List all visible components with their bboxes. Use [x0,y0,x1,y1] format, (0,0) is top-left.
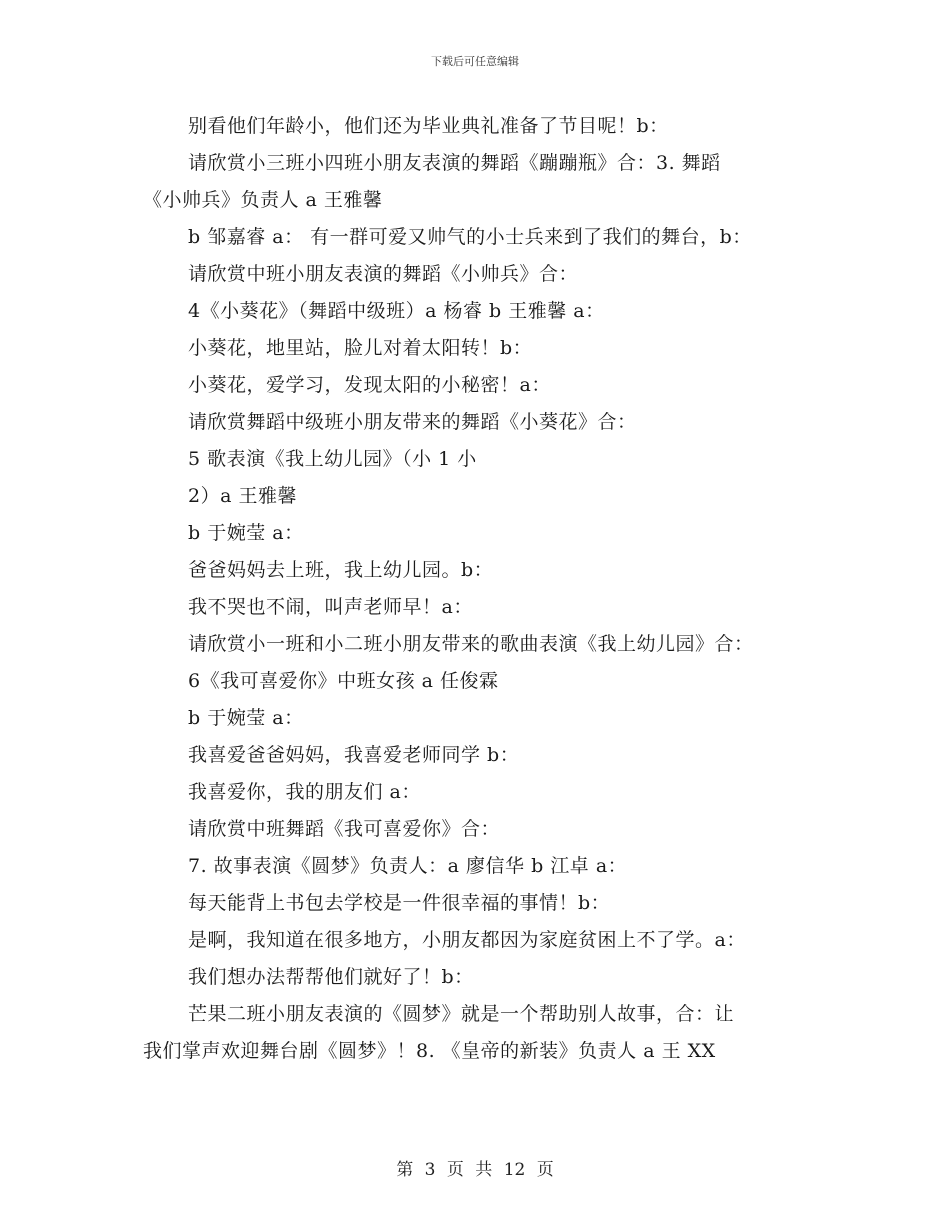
text-line-1: 别看他们年龄小，他们还为毕业典礼准备了节目呢！b： [188,115,669,137]
text-line-17: b 于婉莹 a： [188,707,304,729]
text-line-20: 请欣赏中班舞蹈《我可喜爱你》合： [188,818,501,840]
text-line-3: 《小帅兵》负责人 a 王雅馨 [143,189,383,211]
text-line-13: 爸爸妈妈去上班，我上幼儿园。b： [188,559,494,581]
text-line-23: 是啊，我知道在很多地方，小朋友都因为家庭贫困上不了学。a： [188,929,746,951]
text-line-26: 我们掌声欢迎舞台剧《圆梦》！8. 《皇帝的新装》负责人 a 王 XX [143,1040,716,1062]
page-footer: 第 3 页 共 12 页 [396,1160,554,1180]
text-line-2: 请欣赏小三班小四班小朋友表演的舞蹈《蹦蹦瓶》合：3. 舞蹈 [188,152,721,174]
text-line-22: 每天能背上书包去学校是一件很幸福的事情！b： [188,892,611,914]
text-line-25: 芒果二班小朋友表演的《圆梦》就是一个帮助别人故事，合：让 [188,1003,735,1025]
document-body [143,108,813,1070]
text-line-8: 小葵花，爱学习，发现太阳的小秘密！a： [188,374,551,396]
text-line-14: 我不哭也不闹，叫声老师早！a： [188,596,473,618]
text-line-10: 5 歌表演《我上幼儿园》（小 1 小 [188,448,477,470]
text-line-9: 请欣赏舞蹈中级班小朋友带来的舞蹈《小葵花》合： [188,411,637,433]
text-line-19: 我喜爱你，我的朋友们 a： [188,781,421,803]
text-line-4: b 邹嘉睿 a： 有一群可爱又帅气的小士兵来到了我们的舞台，b： [188,226,752,248]
text-line-11: 2）a 王雅馨 [188,485,297,507]
text-line-12: b 于婉莹 a： [188,522,304,544]
page-header: 下载后可任意编辑 [431,55,519,68]
text-line-21: 7. 故事表演《圆梦》负责人：a 廖信华 b 江卓 a： [188,855,628,877]
text-line-16: 6《我可喜爱你》中班女孩 a 任俊霖 [188,670,499,692]
text-line-5: 请欣赏中班小朋友表演的舞蹈《小帅兵》合： [188,263,579,285]
text-line-15: 请欣赏小一班和小二班小朋友带来的歌曲表演《我上幼儿园》合： [188,633,754,655]
text-line-18: 我喜爱爸爸妈妈，我喜爱老师同学 b： [188,744,520,766]
text-line-7: 小葵花，地里站，脸儿对着太阳转！b： [188,337,533,359]
text-line-24: 我们想办法帮帮他们就好了！b： [188,966,474,988]
text-line-6: 4《小葵花》（舞蹈中级班）a 杨睿 b 王雅馨 a： [188,300,605,322]
